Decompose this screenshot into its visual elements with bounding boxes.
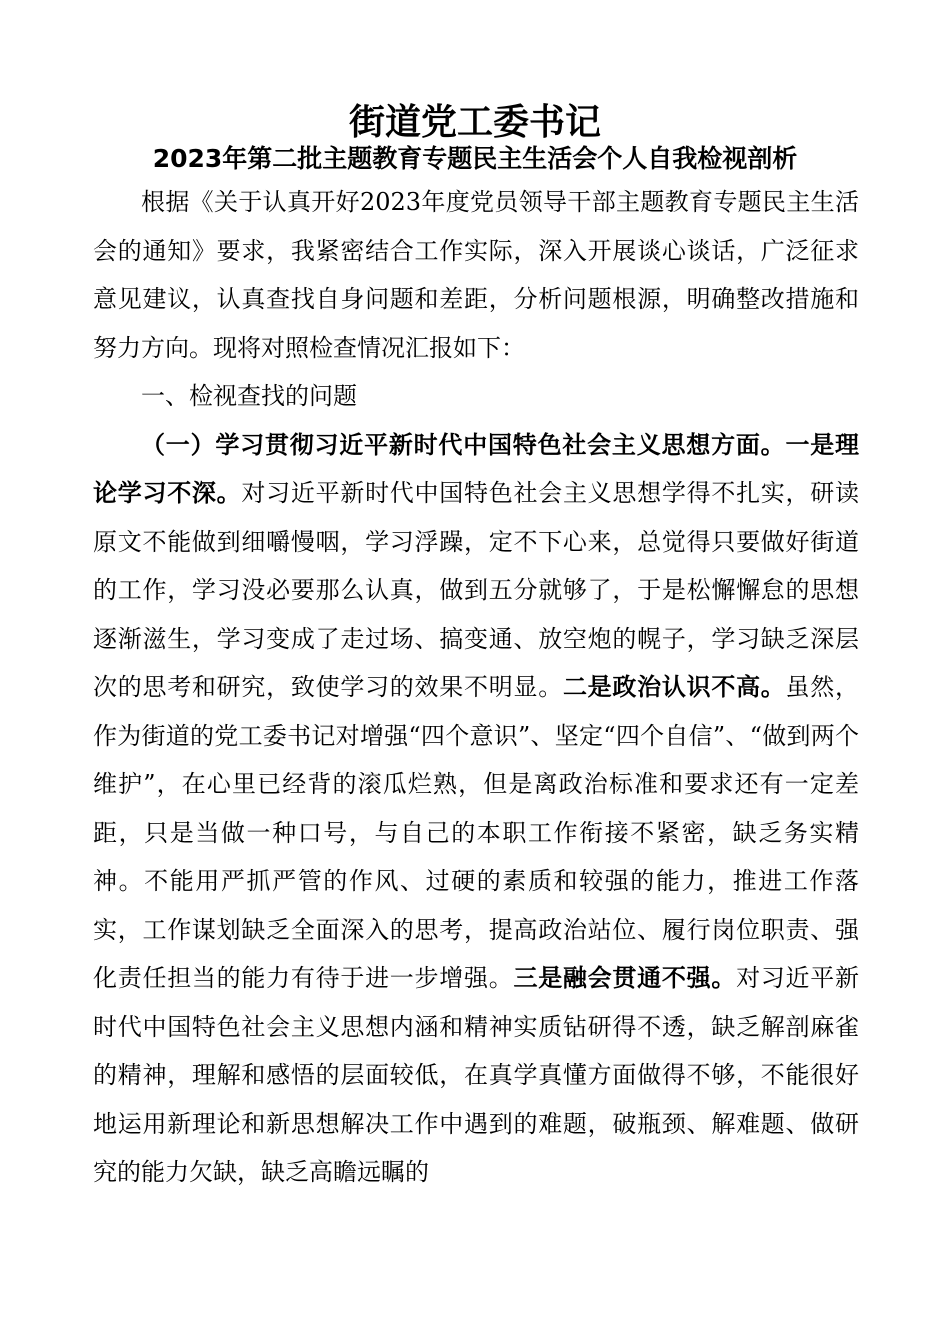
document-body xyxy=(93,178,859,1197)
section-paragraph xyxy=(93,421,859,1197)
point-text: 对习近平新时代中国特色社会主义思想学得不扎实，研读原文不能做到细嚼慢咽，学习浮躁，定不下心来，总觉得只要做好街道的工作，学习没必要那么认真，做到五分就够了，于是松懈懈怠的思想逐渐滋生，学习变成了走过场、搞变通、放空炮的幌子，学习缺乏深层次的思考和研究，致使学习的效果不明显。 xyxy=(93,479,860,701)
point-text: 对习近平新时代中国特色社会主义思想内涵和精神实质钻研得不透，缺乏解剖麻雀的精神，理解和感悟的层面较低，在真学真懂方面做得不够，不能很好地运用新理论和新思想解决工作中遇到的难题，破瓶颈、解难题、做研究的能力欠缺，缺乏高瞻远瞩的 xyxy=(93,964,860,1186)
point-text: 虽然，作为街道的党工委书记对增强“四个意识”、坚定“四个自信”、“做到两个维护”，在心里已经背的滚瓜烂熟，但是离政治标准和要求还有一定差距，只是当做一种口号，与自己的本职工作衔接不紧密，缺乏务实精神。不能用严抓严管的作风、过硬的素质和较强的能力，推进工作落实，工作谋划缺乏全面深入的思考，提高政治站位、履行岗位职责、强化责任担当的能力有待于进一步增强。 xyxy=(93,673,860,992)
subsection-lead: （一）学习贯彻习近平新时代中国特色社会主义思想方面。 xyxy=(141,430,786,459)
point-title: 二是政治认识不高。 xyxy=(562,673,786,701)
point-title: 一是理论学习不深。 xyxy=(93,430,860,507)
intro-paragraph: 根据《关于认真开好2023年度党员领导干部主题教育专题民主生活会的通知》要求，我紧密结合工作实际，深入开展谈心谈话，广泛征求意见建议，认真查找自身问题和差距，分析问题根源，明确整改措施和努力方向。现将对照检查情况汇报如下： xyxy=(93,188,859,362)
document-title: 街道党工委书记 xyxy=(348,102,601,143)
section-heading: 一、检视查找的问题 xyxy=(141,382,357,410)
point-title: 三是融会贯通不强。 xyxy=(513,964,737,992)
document-subtitle: 2023年第二批主题教育专题民主生活会个人自我检视剖析 xyxy=(152,144,798,173)
